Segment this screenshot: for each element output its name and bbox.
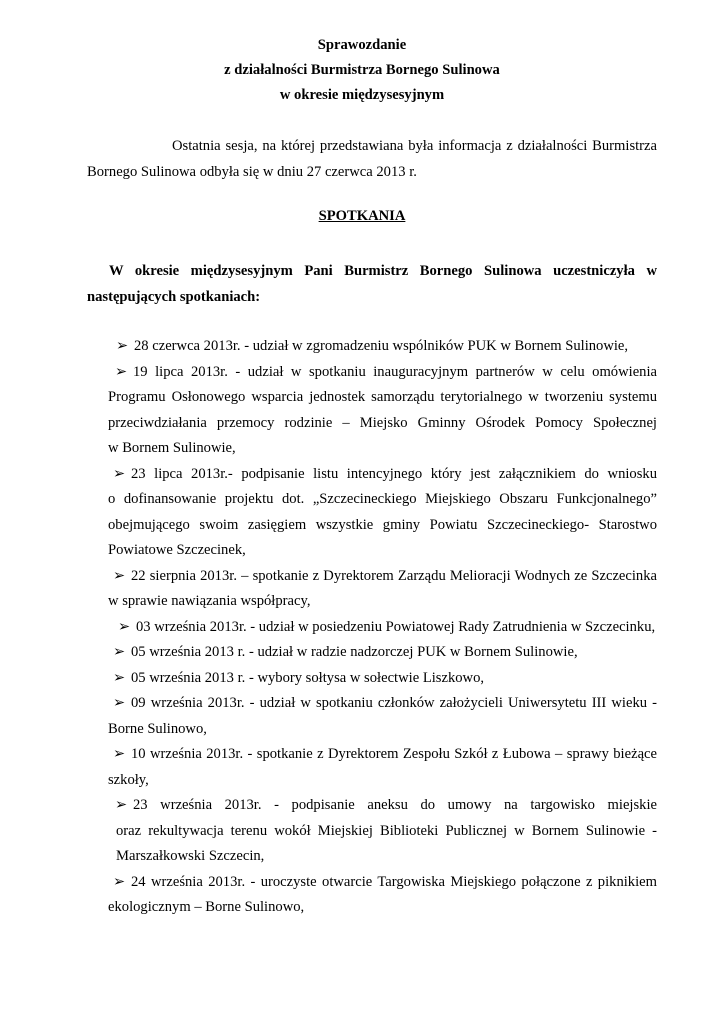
list-item xyxy=(108,870,657,921)
arrow-bullet-icon: ➢ xyxy=(113,644,126,660)
list-item-text: w sprawie nawiązania współpracy, xyxy=(108,593,311,609)
list-item-text: 05 września 2013 r. - udział w radzie nadzorczej PUK w Bornem Sulinowie, xyxy=(131,644,578,660)
list-item xyxy=(108,793,657,870)
arrow-bullet-icon: ➢ xyxy=(115,363,128,380)
lead-paragraph xyxy=(87,258,657,310)
list-item-text: 22 sierpnia 2013r. – spotkanie z Dyrektorem Zarządu Melioracji Wodnych ze Szczecinka xyxy=(131,567,657,584)
list-item-first-line xyxy=(108,615,657,641)
arrow-bullet-icon: ➢ xyxy=(113,873,126,890)
list-item-text: przeciwdziałania przemocy rodzinie – Miejsko Gminny Ośrodek Pomocy Społecznej xyxy=(108,414,657,431)
list-item-text: 23 lipca 2013r.- podpisanie listu intencyjnego który jest załącznikiem do wniosku xyxy=(131,465,657,482)
list-item-line xyxy=(108,895,657,921)
meeting-list xyxy=(108,334,657,921)
list-item-text: oraz rekultywacja terenu wokół Miejskiej Biblioteki Publicznej w Bornem Sulinowie - xyxy=(116,822,657,839)
arrow-bullet-icon: ➢ xyxy=(113,746,126,762)
list-item-first-line xyxy=(108,793,657,819)
lead-line-2: następujących spotkaniach: xyxy=(87,289,261,305)
list-item xyxy=(108,615,657,641)
list-item-line xyxy=(108,768,657,794)
list-item-text: 28 czerwca 2013r. - udział w zgromadzeniu wspólników PUK w Bornem Sulinowie, xyxy=(134,338,629,354)
list-item-line xyxy=(108,844,657,870)
list-item-text: Powiatowe Szczecinek, xyxy=(108,542,246,558)
report-header xyxy=(0,33,724,108)
list-item-line xyxy=(108,538,657,564)
report-subtitle: z działalności Burmistrza Bornego Sulinowa xyxy=(224,62,500,78)
list-item-text: o dofinansowanie projektu dot. „Szczecineckiego Miejskiego Obszaru Funkcjonalnego” xyxy=(108,491,657,507)
list-item-line xyxy=(108,717,657,743)
list-item xyxy=(108,462,657,564)
list-item-line xyxy=(108,513,657,539)
arrow-bullet-icon: ➢ xyxy=(115,797,128,813)
list-item-first-line xyxy=(108,666,657,692)
intro-line-2: Bornego Sulinowa odbyła się w dniu 27 czerwca 2013 r. xyxy=(87,164,417,180)
list-item-line xyxy=(108,487,657,513)
arrow-bullet-icon: ➢ xyxy=(113,465,126,482)
list-item-line xyxy=(108,819,657,845)
list-item-line xyxy=(108,436,657,462)
intro-line-1: Ostatnia sesja, na której przedstawiana była informacja z działalności Burmistrza xyxy=(172,138,657,154)
arrow-bullet-icon: ➢ xyxy=(113,669,126,686)
list-item-line xyxy=(108,589,657,615)
list-item-text: 23 września 2013r. - podpisanie aneksu do umowy na targowisko miejskie xyxy=(133,797,657,813)
list-item-text: szkoły, xyxy=(108,771,149,788)
list-item-text: 10 września 2013r. - spotkanie z Dyrektorem Zespołu Szkół z Łubowa – sprawy bieżące xyxy=(131,746,657,762)
report-period: w okresie międzysesyjnym xyxy=(279,87,445,103)
list-item-text: 19 lipca 2013r. - udział w spotkaniu inauguracyjnym partnerów w celu omówienia xyxy=(133,363,657,380)
list-item-text: Borne Sulinowo, xyxy=(108,720,207,737)
lead-line-1: W okresie międzysesyjnym Pani Burmistrz Bornego Sulinowa uczestniczyła w xyxy=(109,263,657,279)
intro-paragraph xyxy=(87,133,657,185)
list-item-text: ekologicznym – Borne Sulinowo, xyxy=(108,899,305,915)
list-item xyxy=(108,564,657,615)
list-item-text: w Bornem Sulinowie, xyxy=(108,440,236,456)
list-item-text: 03 września 2013r. - udział w posiedzeniu Powiatowej Rady Zatrudnienia w Szczecinku, xyxy=(136,618,656,635)
list-item-first-line xyxy=(108,870,657,896)
list-item-text: Marszałkowski Szczecin, xyxy=(116,848,265,864)
list-item-first-line xyxy=(108,742,657,768)
list-item-first-line xyxy=(108,564,657,590)
list-item xyxy=(108,691,657,742)
list-item-text: 05 września 2013 r. - wybory sołtysa w sołectwie Liszkowo, xyxy=(131,669,485,686)
list-item-line xyxy=(108,385,657,411)
list-item-text: 24 września 2013r. - uroczyste otwarcie Targowiska Miejskiego połączone z piknikiem xyxy=(131,873,657,890)
list-item-text: Programu Osłonowego wsparcia jednostek samorządu terytorialnego w tworzeniu systemu xyxy=(108,389,657,405)
list-item xyxy=(108,742,657,793)
list-item-text: obejmującego swoim zasięgiem wszystkie gminy Powiatu Szczecineckiego- Starostwo xyxy=(108,516,657,533)
arrow-bullet-icon: ➢ xyxy=(113,695,126,711)
list-item-first-line xyxy=(108,360,657,386)
list-item-line xyxy=(108,411,657,437)
arrow-bullet-icon: ➢ xyxy=(118,618,131,635)
list-item xyxy=(108,666,657,692)
list-item xyxy=(108,334,657,360)
report-title: Sprawozdanie xyxy=(317,37,407,53)
arrow-bullet-icon: ➢ xyxy=(116,338,129,354)
arrow-bullet-icon: ➢ xyxy=(113,567,126,584)
list-item-first-line xyxy=(108,462,657,488)
list-item-first-line xyxy=(108,640,657,666)
list-item xyxy=(108,360,657,462)
section-title: SPOTKANIA xyxy=(318,208,406,224)
list-item-first-line xyxy=(108,691,657,717)
list-item-text: 09 września 2013r. - udział w spotkaniu członków założycieli Uniwersytetu III wieku - xyxy=(131,695,657,711)
list-item-first-line xyxy=(108,334,657,360)
list-item xyxy=(108,640,657,666)
